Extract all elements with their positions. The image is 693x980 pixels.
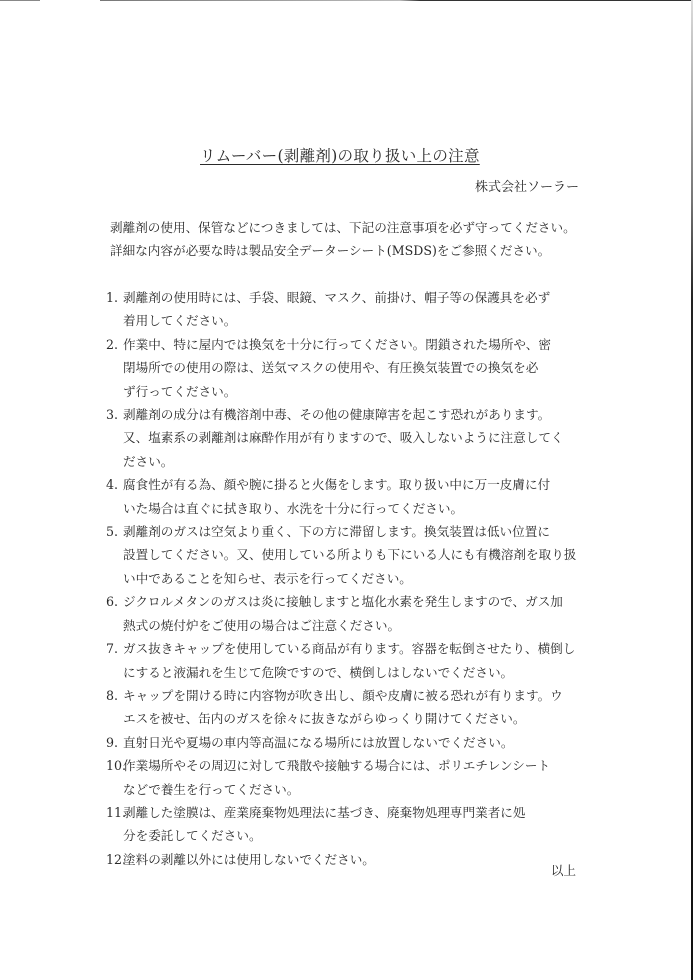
item-text-line: 作業中、特に屋内では換気を十分に行ってください。閉鎖された場所や、密 (123, 336, 551, 352)
precaution-item-2 (106, 333, 598, 403)
item-number: 1. (106, 290, 119, 305)
item-number: 11. (106, 804, 127, 820)
item-number: 7. (106, 641, 119, 657)
precaution-item-3 (106, 403, 598, 473)
item-number: 3. (106, 407, 119, 423)
item-number: 8. (106, 687, 119, 703)
item-number: 10. (106, 758, 127, 774)
item-text-line: 着用してください。 (123, 313, 237, 329)
item-number: 6. (106, 594, 119, 610)
precaution-item-6 (106, 590, 598, 637)
intro-line: 詳細な内容が必要な時は製品安全データーシート(MSDS)をご参照ください。 (110, 243, 551, 258)
item-text-line: ず行ってください。 (123, 383, 237, 399)
item-text-line: 設置してください。又、使用している所よりも下にいる人にも有機溶剤を取り扱 (123, 547, 577, 563)
precautions-list (106, 286, 598, 871)
precaution-item-11 (106, 801, 598, 848)
closing-mark: 以上 (550, 863, 576, 878)
item-text-line: いた場合は直ぐに拭き取り、水洗を十分に行ってください。 (123, 500, 464, 516)
precaution-item-9 (106, 731, 598, 754)
item-number: 9. (106, 734, 119, 750)
precaution-item-10 (106, 754, 598, 801)
item-text-line: ガス抜きキャップを使用している商品が有ります。容器を転倒させたり、横倒し (123, 641, 576, 657)
precaution-item-4 (106, 473, 598, 520)
item-text-line: にすると液漏れを生じて危険ですので、横倒しはしないでください。 (123, 664, 514, 680)
precaution-item-5 (106, 520, 598, 590)
item-text-line: 又、塩素系の剥離剤は麻酔作用が有りますので、吸入しないように注意してく (123, 430, 564, 446)
item-text-line: 分を委託してください。 (123, 828, 262, 844)
item-text-line: キャップを開ける時に内容物が吹き出し、顔や皮膚に被る恐れが有ります。ウ (123, 687, 563, 703)
item-text-line: 作業場所やその周辺に対して飛散や接触する場合には、ポリエチレンシート (123, 758, 551, 774)
precaution-item-1 (106, 286, 598, 333)
item-text-line: 剥離剤の使用時には、手袋、眼鏡、マスク、前掛け、帽子等の保護具を必ず (123, 290, 551, 305)
item-text-line: 腐食性が有る為、顔や腕に掛ると火傷をします。取り扱い中に万一皮膚に付 (123, 477, 551, 493)
intro-line: 剥離剤の使用、保管などにつきましては、下記の注意事項を必ず守ってください。 (110, 220, 576, 235)
precaution-item-7 (106, 637, 598, 684)
item-text-line: などで養生を行ってください。 (123, 781, 300, 797)
document-title: リムーバー(剥離剤)の取り扱い上の注意 (200, 147, 480, 165)
precaution-item-8 (106, 684, 598, 731)
item-text-line: ジクロルメタンのガスは炎に接触しますと塩化水素を発生しますので、ガス加 (123, 594, 563, 610)
intro-paragraph (110, 216, 600, 262)
item-text-line: 剥離剤のガスは空気より重く、下の方に滞留します。換気装置は低い位置に (123, 524, 550, 540)
item-text-line: い中であることを知らせ、表示を行ってください。 (123, 570, 412, 586)
item-text-line: エスを被せ、缶内のガスを徐々に抜きながらゆっくり開けてください。 (123, 711, 526, 727)
precaution-item-12 (106, 848, 598, 871)
company-name: 株式会社ソーラー (474, 180, 579, 195)
item-text-line: 熱式の焼付炉をご使用の場合はご注意ください。 (123, 617, 401, 633)
item-number: 12. (106, 851, 127, 867)
item-number: 4. (106, 477, 119, 493)
item-text-line: 直射日光や夏場の車内等高温になる場所には放置しないでください。 (123, 734, 514, 750)
item-text-line: 閉場所での使用の際は、送気マスクの使用や、有圧換気装置での換気を必 (123, 360, 539, 376)
item-text-line: 剥離剤の成分は有機溶剤中毒、その他の健康障害を起こす恐れがあります。 (123, 407, 551, 423)
item-number: 2. (106, 336, 119, 352)
item-text-line: 剥離した塗膜は、産業廃棄物処理法に基づき、廃棄物処理専門業者に処 (123, 804, 526, 820)
item-number: 5. (106, 524, 119, 540)
item-text-line: ださい。 (123, 453, 174, 469)
item-text-line: 塗料の剥離以外には使用しないでください。 (123, 851, 375, 867)
